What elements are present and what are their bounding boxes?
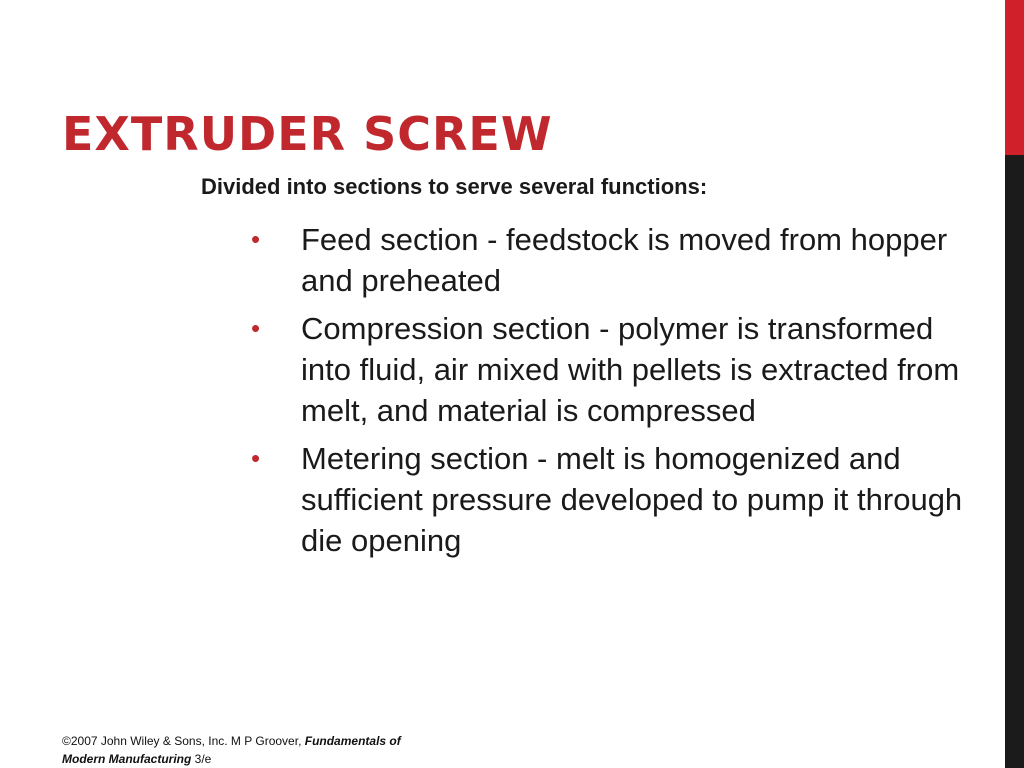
bullet-marker: • bbox=[251, 224, 261, 254]
bullet-item bbox=[240, 438, 980, 561]
slide-title: EXTRUDER SCREW bbox=[62, 107, 553, 161]
footer-copyright: ©2007 John Wiley & Sons, Inc. M P Groover, bbox=[62, 734, 305, 748]
footer-edition: 3/e bbox=[191, 752, 212, 766]
accent-bar-black bbox=[1005, 155, 1024, 768]
bullet-text: Compression section - polymer is transformed into fluid, air mixed with pellets is extracted from melt, and material is compressed bbox=[301, 311, 960, 428]
bullet-item bbox=[240, 308, 980, 431]
bullet-text: Feed section - feedstock is moved from hopper and preheated bbox=[301, 222, 948, 298]
slide-subtitle: Divided into sections to serve several functions: bbox=[201, 174, 708, 199]
footer-book-title: Fundamentals of Modern Manufacturing bbox=[62, 734, 401, 766]
bullet-list bbox=[240, 219, 980, 568]
bullet-marker: • bbox=[251, 443, 261, 473]
bullet-marker: • bbox=[251, 313, 261, 343]
accent-bar-red bbox=[1005, 0, 1024, 155]
accent-bar bbox=[1005, 0, 1024, 768]
bullet-item bbox=[240, 219, 980, 301]
copyright-footer bbox=[62, 732, 442, 768]
bullet-text: Metering section - melt is homogenized and sufficient pressure developed to pump it through die opening bbox=[301, 441, 963, 558]
